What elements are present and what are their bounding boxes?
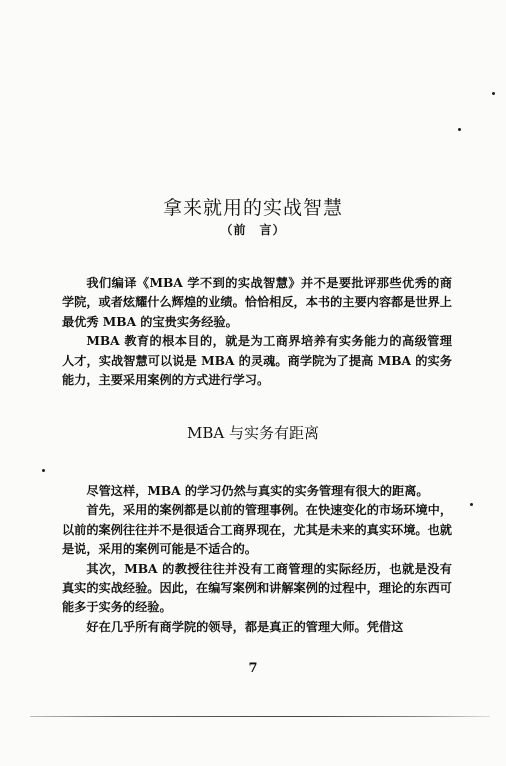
chapter-title: 拿来就用的实战智慧 [162,197,343,219]
paragraph: 好在几乎所有商学院的领导，都是真正的管理大师。凭借这 [86,619,404,634]
scan-speck [492,92,495,95]
paragraph: 尽管这样，MBA 的学习仍然与真实的实务管理有很大的距离。 [86,484,429,498]
paragraph: 我们编译《MBA 学不到的实战智慧》并不是要批评那些优秀的商学院，或者炫耀什么辉煌的业绩。恰恰相反，本书的主要内容都是世界上最优秀 MBA 的宝贵实务经验。 [62,276,452,329]
section-text [62,482,452,637]
scan-speck [458,128,461,131]
section-heading: MBA 与实务有距离 [187,424,319,442]
page-number: 7 [248,661,258,676]
scan-speck [470,503,473,506]
paragraph: MBA 教育的根本目的，就是为工商界培养有实务能力的高级管理人才，实战智慧可以说是 MBA 的灵魂。商学院为了提高 MBA 的实务能力，主要采用案例的方式进行学习。 [62,334,452,388]
paragraph: 其次，MBA 的教授往往并没有工商管理的实际经历，也就是没有真实的实战经验。因此，在编写案例和讲解案例的过程中，理论的东西可能多于实务的经验。 [62,561,452,615]
chapter-subtitle: （前 言） [220,223,286,237]
scan-speck [42,469,45,472]
paragraph: 首先，采用的案例都是以前的管理事例。在快速变化的市场环境中，以前的案例往往并不是很适合工商界现在，尤其是未来的真实环境。也就是说，采用的案例可能是不适合的。 [62,503,453,557]
footer-rule [30,716,490,717]
intro-text [62,274,452,390]
